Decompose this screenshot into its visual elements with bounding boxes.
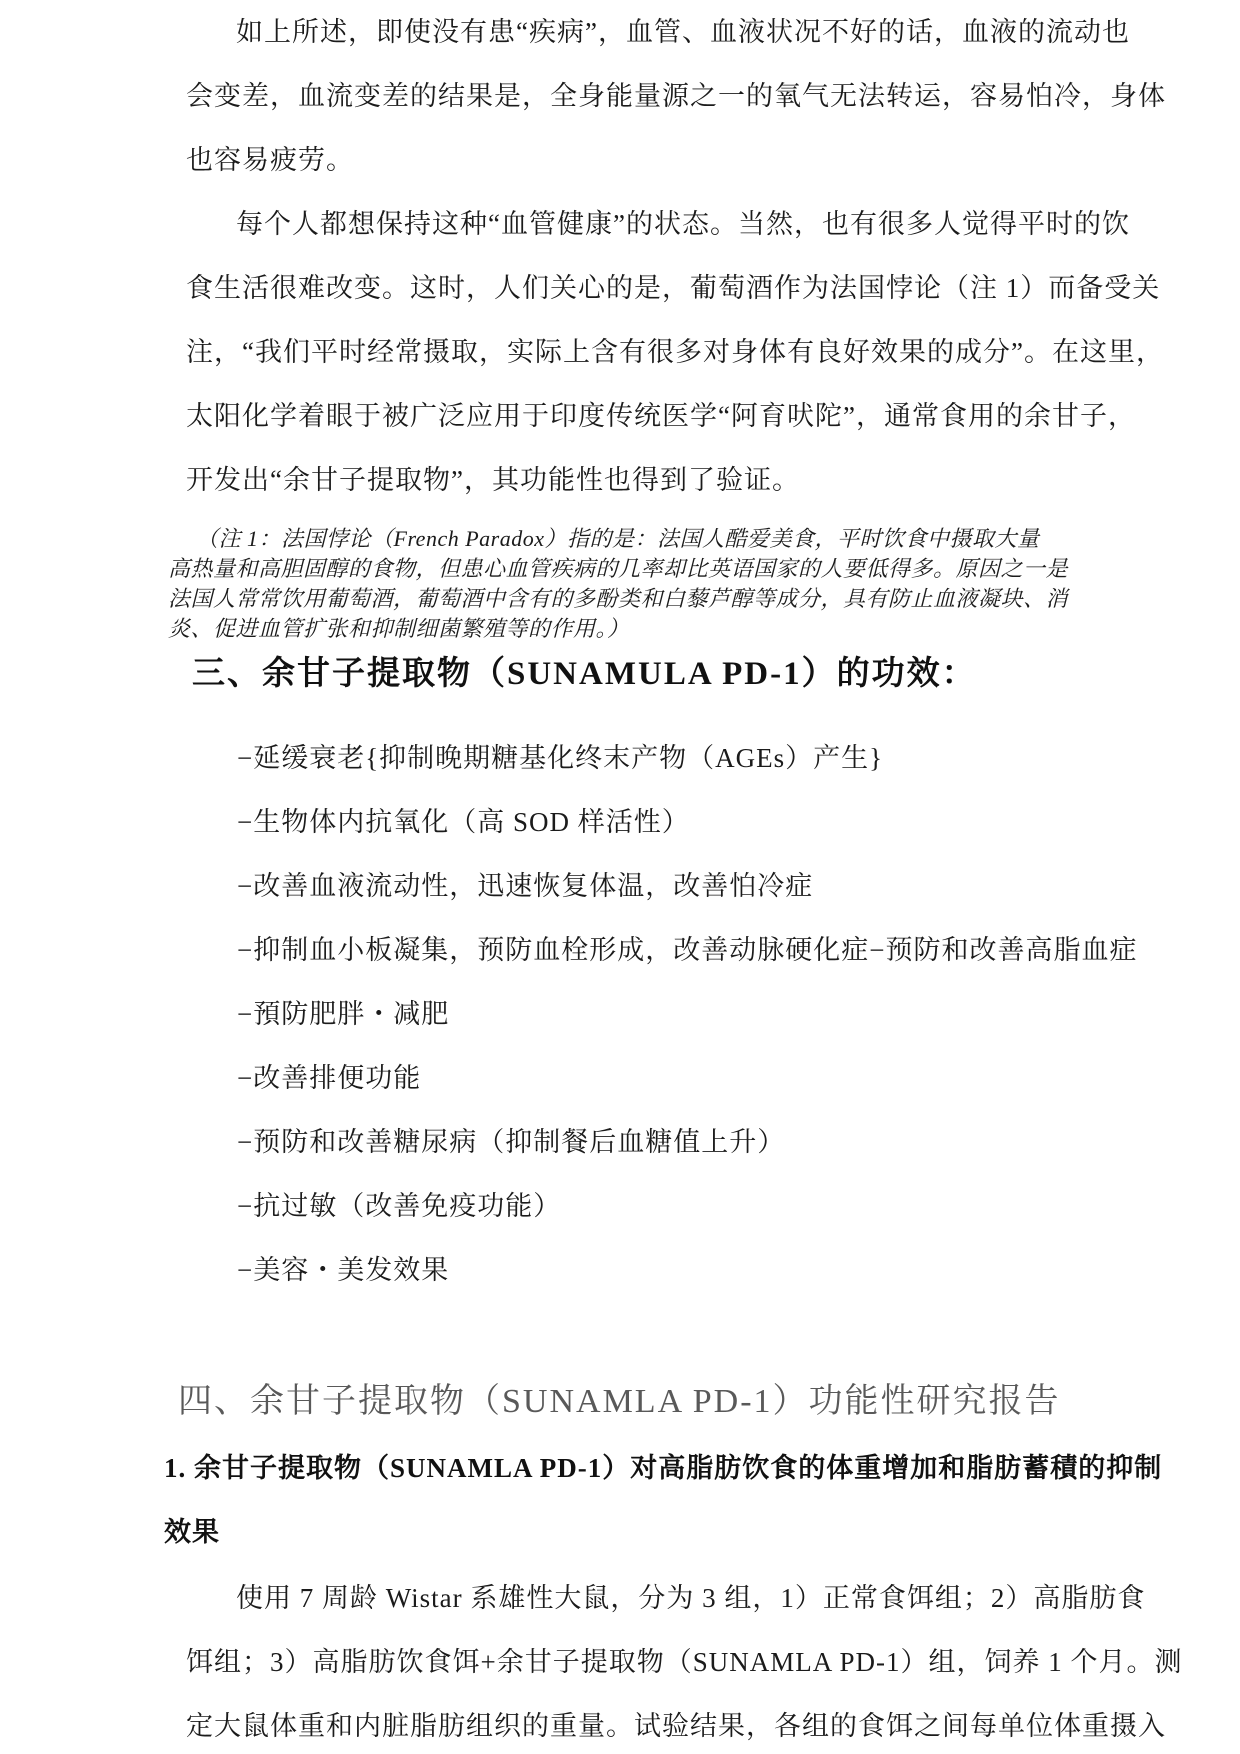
paragraph-line: 定大鼠体重和内脏脂肪组织的重量。试验结果，各组的食饵之间每单位体重摄入 [186, 1711, 1166, 1741]
paragraph-line: 注，“我们平时经常摄取，实际上含有很多对身体有良好效果的成分”。在这里， [186, 337, 1164, 367]
effects-list [186, 726, 1200, 1302]
paragraph-line: 也容易疲劳。 [186, 145, 354, 175]
subheading-line: 1. 余甘子提取物（SUNAMLA PD-1）对高脂肪饮食的体重增加和脂肪蓄積的抑制 [164, 1453, 1163, 1483]
effect-item-diabetes: −预防和改善糖尿病（抑制餐后血糖值上升） [237, 1127, 786, 1157]
note-line: 高热量和高胆固醇的食物，但患心血管疾病的几率却比英语国家的人要低得多。原因之一是 [168, 556, 1069, 581]
note-french-paradox [168, 524, 1200, 644]
paragraph-line: 食生活很难改变。这时，人们关心的是，葡萄酒作为法国悖论（注 1）而备受关 [186, 273, 1161, 303]
paragraph-line: 饵组；3）高脂肪饮食饵+余甘子提取物（SUNAMLA PD-1）组，饲养 1 个月。测 [186, 1647, 1183, 1677]
note-line: 炎、促进血管扩张和抑制细菌繁殖等的作用。） [168, 616, 630, 641]
heading-section-3: 三、余甘子提取物（SUNAMULA PD-1）的功效： [192, 656, 977, 692]
effect-item-blood-fluidity: −改善血液流动性，迅速恢复体温，改善怕冷症 [237, 871, 814, 901]
paragraph-blood-flow [186, 0, 1200, 192]
paragraph-line: 开发出“余甘子提取物”，其功能性也得到了验证。 [186, 465, 800, 495]
effect-item-beauty: −美容・美发效果 [237, 1255, 450, 1285]
effect-item-antioxidant: −生物体内抗氧化（高 SOD 样活性） [237, 807, 690, 837]
paragraph-line: 如上所述，即使没有患“疾病”，血管、血液状况不好的话，血液的流动也 [236, 17, 1130, 47]
effect-item-obesity: −預防肥胖・减肥 [237, 999, 450, 1029]
note-line: （注 1：法国悖论（French Paradox）指的是：法国人酷爱美食，平时饮食中摄取大量 [196, 526, 1040, 551]
heading-section-4: 四、余甘子提取物（SUNAMLA PD-1）功能性研究报告 [178, 1383, 1061, 1420]
subheading-line: 效果 [164, 1517, 220, 1547]
paragraph-line: 太阳化学着眼于被广泛应用于印度传统医学“阿育吠陀”，通常食用的余甘子， [186, 401, 1136, 431]
paragraph-line: 会变差，血流变差的结果是，全身能量源之一的氧气无法转运，容易怕冷，身体 [186, 81, 1166, 111]
effect-item-allergy: −抗过敏（改善免疫功能） [237, 1191, 562, 1221]
paragraph-vascular-health [186, 192, 1200, 512]
effect-item-platelet: −抑制血小板凝集，预防血栓形成，改善动脉硬化症−预防和改善高脂血症 [237, 935, 1138, 965]
paragraph-line: 每个人都想保持这种“血管健康”的状态。当然，也有很多人觉得平时的饮 [236, 209, 1130, 239]
effect-item-anti-aging: −延缓衰老{抑制晚期糖基化终末产物（AGEs）产生} [237, 743, 884, 773]
note-line: 法国人常常饮用葡萄酒，葡萄酒中含有的多酚类和白藜芦醇等成分，具有防止血液凝块、消 [168, 586, 1069, 611]
paragraph-line: 使用 7 周龄 Wistar 系雄性大鼠，分为 3 组，1）正常食饵组；2）高脂肪食 [236, 1583, 1146, 1613]
effect-item-bowel: −改善排便功能 [237, 1063, 422, 1093]
paragraph-study-method [186, 1566, 1200, 1754]
subheading-study-1 [164, 1436, 1200, 1564]
